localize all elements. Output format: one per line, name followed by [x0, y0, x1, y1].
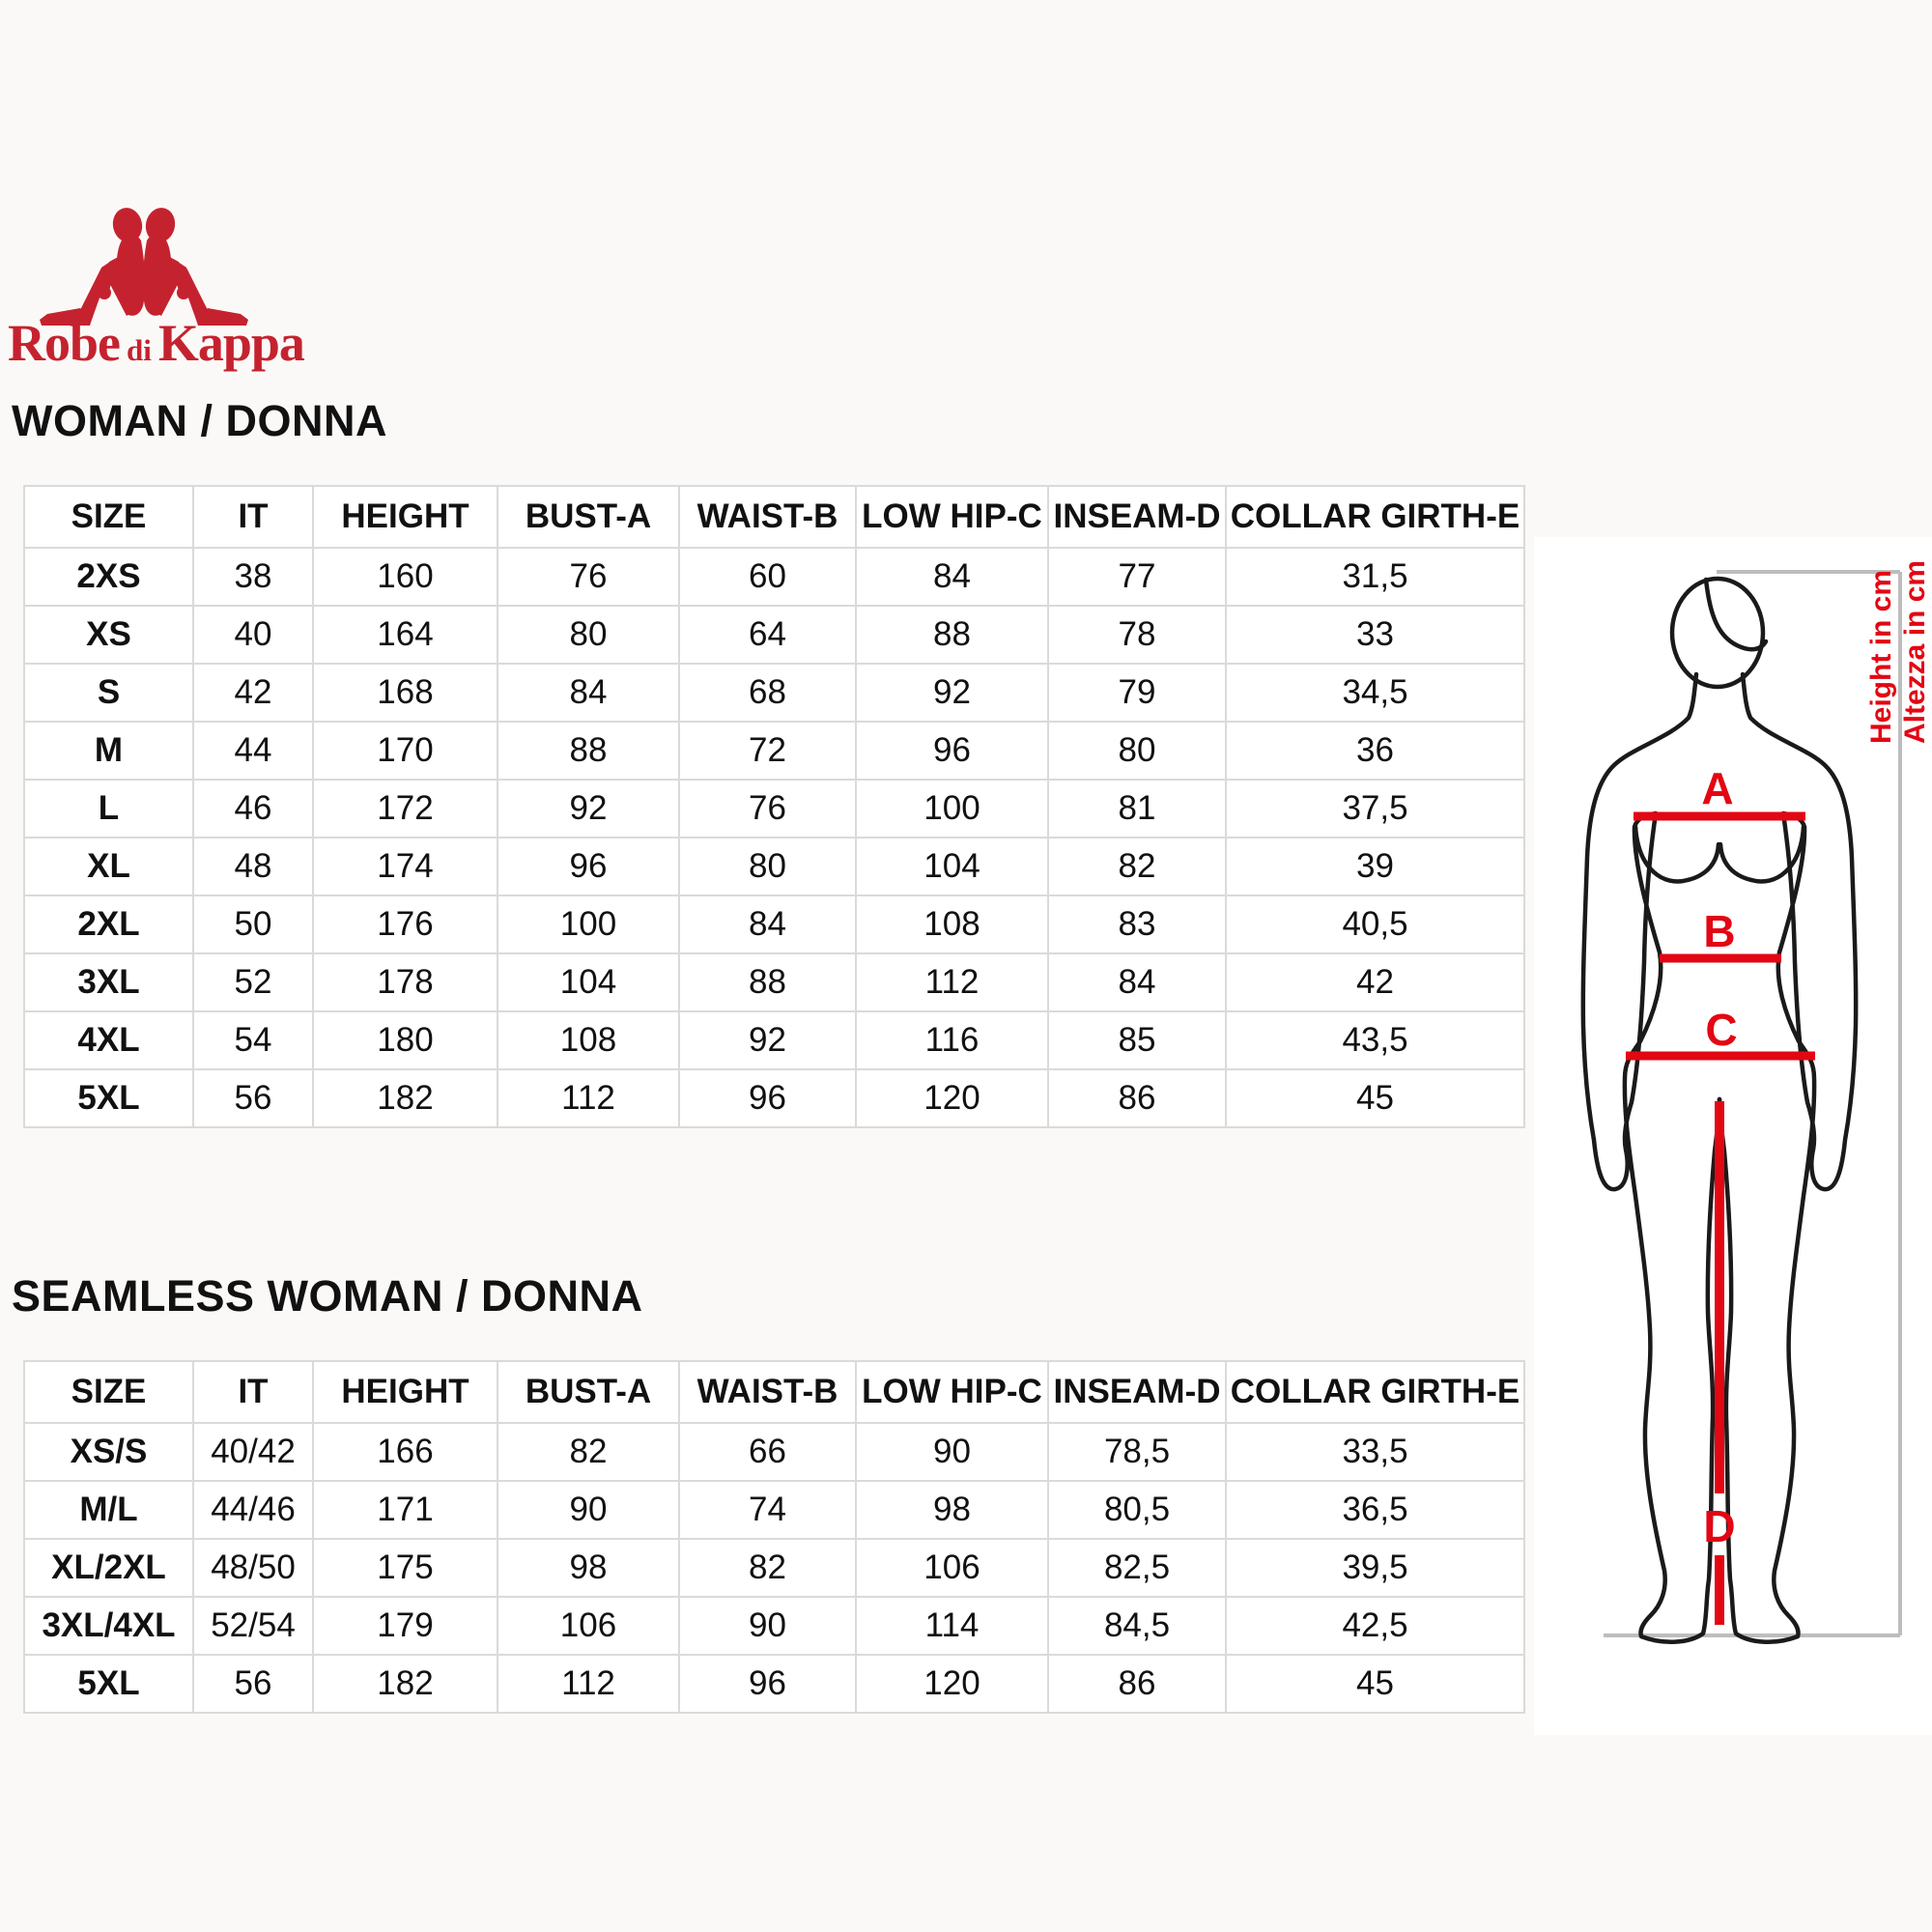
measurement-cell: 40/42: [193, 1423, 313, 1481]
measurement-cell: 84: [856, 548, 1048, 606]
size-row: [24, 838, 1524, 895]
size-label-cell: 3XL: [24, 953, 193, 1011]
column-header: INSEAM-D: [1048, 486, 1226, 548]
measurement-cell: 80: [679, 838, 856, 895]
size-label-cell: XL/2XL: [24, 1539, 193, 1597]
header-row: [24, 486, 1524, 548]
measurement-cell: 171: [313, 1481, 497, 1539]
measurement-cell: 106: [856, 1539, 1048, 1597]
measurement-cell: 50: [193, 895, 313, 953]
measurement-cell: 170: [313, 722, 497, 780]
measurement-cell: 84: [497, 664, 679, 722]
size-row: [24, 664, 1524, 722]
measurement-cell: 79: [1048, 664, 1226, 722]
size-row: [24, 722, 1524, 780]
size-row: [24, 1539, 1524, 1597]
measurement-cell: 182: [313, 1069, 497, 1127]
measurement-cell: 120: [856, 1069, 1048, 1127]
seamless-size-table-head: [24, 1361, 1524, 1423]
size-label-cell: XS: [24, 606, 193, 664]
measurement-cell: 76: [679, 780, 856, 838]
measurement-cell: 77: [1048, 548, 1226, 606]
bust-curves: [1635, 827, 1804, 881]
measurement-cell: 180: [313, 1011, 497, 1069]
measurement-cell: 44/46: [193, 1481, 313, 1539]
measurement-cell: 90: [497, 1481, 679, 1539]
measurement-cell: 90: [856, 1423, 1048, 1481]
size-row: [24, 953, 1524, 1011]
measurement-cell: 82: [497, 1423, 679, 1481]
measurement-cell: 72: [679, 722, 856, 780]
measurement-cell: 90: [679, 1597, 856, 1655]
size-label-cell: 4XL: [24, 1011, 193, 1069]
size-row: [24, 1597, 1524, 1655]
measurement-cell: 88: [497, 722, 679, 780]
size-label-cell: 5XL: [24, 1069, 193, 1127]
measurement-cell: 84,5: [1048, 1597, 1226, 1655]
waist-marker-b: B: [1703, 906, 1736, 956]
measurement-cell: 44: [193, 722, 313, 780]
measurement-cell: 96: [679, 1069, 856, 1127]
measurement-cell: 40,5: [1226, 895, 1524, 953]
measurement-cell: 104: [497, 953, 679, 1011]
measurement-cell: 38: [193, 548, 313, 606]
measurement-cell: 68: [679, 664, 856, 722]
size-row: [24, 606, 1524, 664]
bust-marker-a: A: [1701, 763, 1734, 813]
measurement-cell: 168: [313, 664, 497, 722]
measurement-cell: 80,5: [1048, 1481, 1226, 1539]
column-header: IT: [193, 486, 313, 548]
measurement-cell: 172: [313, 780, 497, 838]
measurement-cell: 45: [1226, 1655, 1524, 1713]
measurement-cell: 96: [856, 722, 1048, 780]
woman-size-table-head: [24, 486, 1524, 548]
measurement-cell: 39,5: [1226, 1539, 1524, 1597]
measurement-cell: 33,5: [1226, 1423, 1524, 1481]
seamless-size-table: [23, 1360, 1525, 1714]
measurement-cell: 76: [497, 548, 679, 606]
measurement-cell: 82: [679, 1539, 856, 1597]
measurement-cell: 82: [1048, 838, 1226, 895]
measurement-cell: 182: [313, 1655, 497, 1713]
measurement-cell: 45: [1226, 1069, 1524, 1127]
column-header: SIZE: [24, 486, 193, 548]
column-header: INSEAM-D: [1048, 1361, 1226, 1423]
measurement-cell: 114: [856, 1597, 1048, 1655]
measurement-cell: 100: [856, 780, 1048, 838]
column-header: HEIGHT: [313, 486, 497, 548]
kappa-sitting-figures-icon: [34, 206, 254, 326]
section-title-woman: WOMAN / DONNA: [12, 396, 387, 445]
column-header: WAIST-B: [679, 1361, 856, 1423]
measurement-cell: 92: [856, 664, 1048, 722]
measurement-cell: 88: [679, 953, 856, 1011]
measurement-cell: 60: [679, 548, 856, 606]
column-header: LOW HIP-C: [856, 486, 1048, 548]
sitting-figure-right: [143, 206, 248, 326]
sitting-figure-left: [40, 206, 145, 326]
size-label-cell: L: [24, 780, 193, 838]
measurement-cell: 174: [313, 838, 497, 895]
brand-word-robe: Robe: [8, 314, 120, 372]
measurement-cell: 42: [193, 664, 313, 722]
measurement-cell: 81: [1048, 780, 1226, 838]
measurement-cell: 116: [856, 1011, 1048, 1069]
inseam-marker-d: D: [1703, 1501, 1736, 1551]
size-row: [24, 548, 1524, 606]
measurement-cell: 48: [193, 838, 313, 895]
size-row: [24, 1481, 1524, 1539]
size-label-cell: XS/S: [24, 1423, 193, 1481]
measurement-cell: 80: [1048, 722, 1226, 780]
measurement-cell: 56: [193, 1069, 313, 1127]
measurement-cell: 92: [679, 1011, 856, 1069]
size-label-cell: S: [24, 664, 193, 722]
hip-marker-c: C: [1705, 1005, 1738, 1055]
column-header: BUST-A: [497, 486, 679, 548]
measurement-cell: 98: [856, 1481, 1048, 1539]
size-label-cell: 5XL: [24, 1655, 193, 1713]
measurement-cell: 37,5: [1226, 780, 1524, 838]
column-header: HEIGHT: [313, 1361, 497, 1423]
measurement-cell: 160: [313, 548, 497, 606]
measurement-cell: 42: [1226, 953, 1524, 1011]
measurement-cell: 112: [856, 953, 1048, 1011]
measurement-cell: 96: [497, 838, 679, 895]
measurement-cell: 52: [193, 953, 313, 1011]
measurement-cell: 175: [313, 1539, 497, 1597]
brand-logo: [8, 145, 304, 377]
measurement-cell: 48/50: [193, 1539, 313, 1597]
head-outline: [1672, 579, 1763, 687]
measurement-cell: 96: [679, 1655, 856, 1713]
measurement-cell: 84: [679, 895, 856, 953]
brand-word-di: di: [127, 333, 152, 367]
measurement-cell: 36,5: [1226, 1481, 1524, 1539]
measurement-cell: 85: [1048, 1011, 1226, 1069]
column-header: LOW HIP-C: [856, 1361, 1048, 1423]
measurement-cell: 66: [679, 1423, 856, 1481]
size-row: [24, 895, 1524, 953]
measurement-cell: 164: [313, 606, 497, 664]
measurement-cell: 74: [679, 1481, 856, 1539]
size-row: [24, 780, 1524, 838]
measurement-cell: 108: [856, 895, 1048, 953]
measurement-cell: 88: [856, 606, 1048, 664]
measurement-cell: 80: [497, 606, 679, 664]
measurement-cell: 166: [313, 1423, 497, 1481]
measurement-cell: 54: [193, 1011, 313, 1069]
section-title-seamless: SEAMLESS WOMAN / DONNA: [12, 1271, 643, 1321]
measurement-cell: 178: [313, 953, 497, 1011]
hair-line: [1706, 580, 1766, 649]
measurement-cell: 78: [1048, 606, 1226, 664]
measurement-cell: 112: [497, 1069, 679, 1127]
column-header: BUST-A: [497, 1361, 679, 1423]
measurement-cell: 43,5: [1226, 1011, 1524, 1069]
measurement-cell: 34,5: [1226, 664, 1524, 722]
measurement-cell: 98: [497, 1539, 679, 1597]
size-label-cell: 3XL/4XL: [24, 1597, 193, 1655]
size-label-cell: M: [24, 722, 193, 780]
measurement-cell: 40: [193, 606, 313, 664]
column-header: SIZE: [24, 1361, 193, 1423]
measurement-cell: 52/54: [193, 1597, 313, 1655]
header-row: [24, 1361, 1524, 1423]
column-header: IT: [193, 1361, 313, 1423]
size-label-cell: 2XL: [24, 895, 193, 953]
measurement-cell: 39: [1226, 838, 1524, 895]
measurement-cell: 64: [679, 606, 856, 664]
size-row: [24, 1011, 1524, 1069]
size-row: [24, 1069, 1524, 1127]
measurement-cell: 179: [313, 1597, 497, 1655]
brand-word-kappa: Kappa: [157, 314, 304, 372]
height-label-it: Altezza in cm: [1899, 559, 1931, 744]
measurement-cell: 104: [856, 838, 1048, 895]
brand-wordmark: [8, 314, 304, 372]
height-label-en: Height in cm: [1865, 569, 1897, 744]
measurement-cell: 83: [1048, 895, 1226, 953]
measurement-cell: 86: [1048, 1069, 1226, 1127]
measurement-cell: 112: [497, 1655, 679, 1713]
measurement-cell: 106: [497, 1597, 679, 1655]
measurement-cell: 56: [193, 1655, 313, 1713]
measurement-cell: 176: [313, 895, 497, 953]
woman-size-table: [23, 485, 1525, 1128]
measurement-cell: 46: [193, 780, 313, 838]
column-header: COLLAR GIRTH-E: [1226, 486, 1524, 548]
measurement-cell: 36: [1226, 722, 1524, 780]
measurement-cell: 78,5: [1048, 1423, 1226, 1481]
column-header: WAIST-B: [679, 486, 856, 548]
measurement-cell: 120: [856, 1655, 1048, 1713]
measurement-cell: 33: [1226, 606, 1524, 664]
size-row: [24, 1423, 1524, 1481]
measurement-cell: 31,5: [1226, 548, 1524, 606]
measurement-cell: 82,5: [1048, 1539, 1226, 1597]
column-header: COLLAR GIRTH-E: [1226, 1361, 1524, 1423]
size-label-cell: M/L: [24, 1481, 193, 1539]
measurement-diagram: [1575, 425, 1932, 1710]
measurement-cell: 92: [497, 780, 679, 838]
size-label-cell: XL: [24, 838, 193, 895]
woman-size-table-body: [24, 548, 1524, 1127]
measurement-cell: 108: [497, 1011, 679, 1069]
measurement-cell: 84: [1048, 953, 1226, 1011]
measurement-cell: 42,5: [1226, 1597, 1524, 1655]
size-label-cell: 2XS: [24, 548, 193, 606]
measurement-cell: 100: [497, 895, 679, 953]
size-row: [24, 1655, 1524, 1713]
seamless-size-table-body: [24, 1423, 1524, 1713]
measurement-cell: 86: [1048, 1655, 1226, 1713]
